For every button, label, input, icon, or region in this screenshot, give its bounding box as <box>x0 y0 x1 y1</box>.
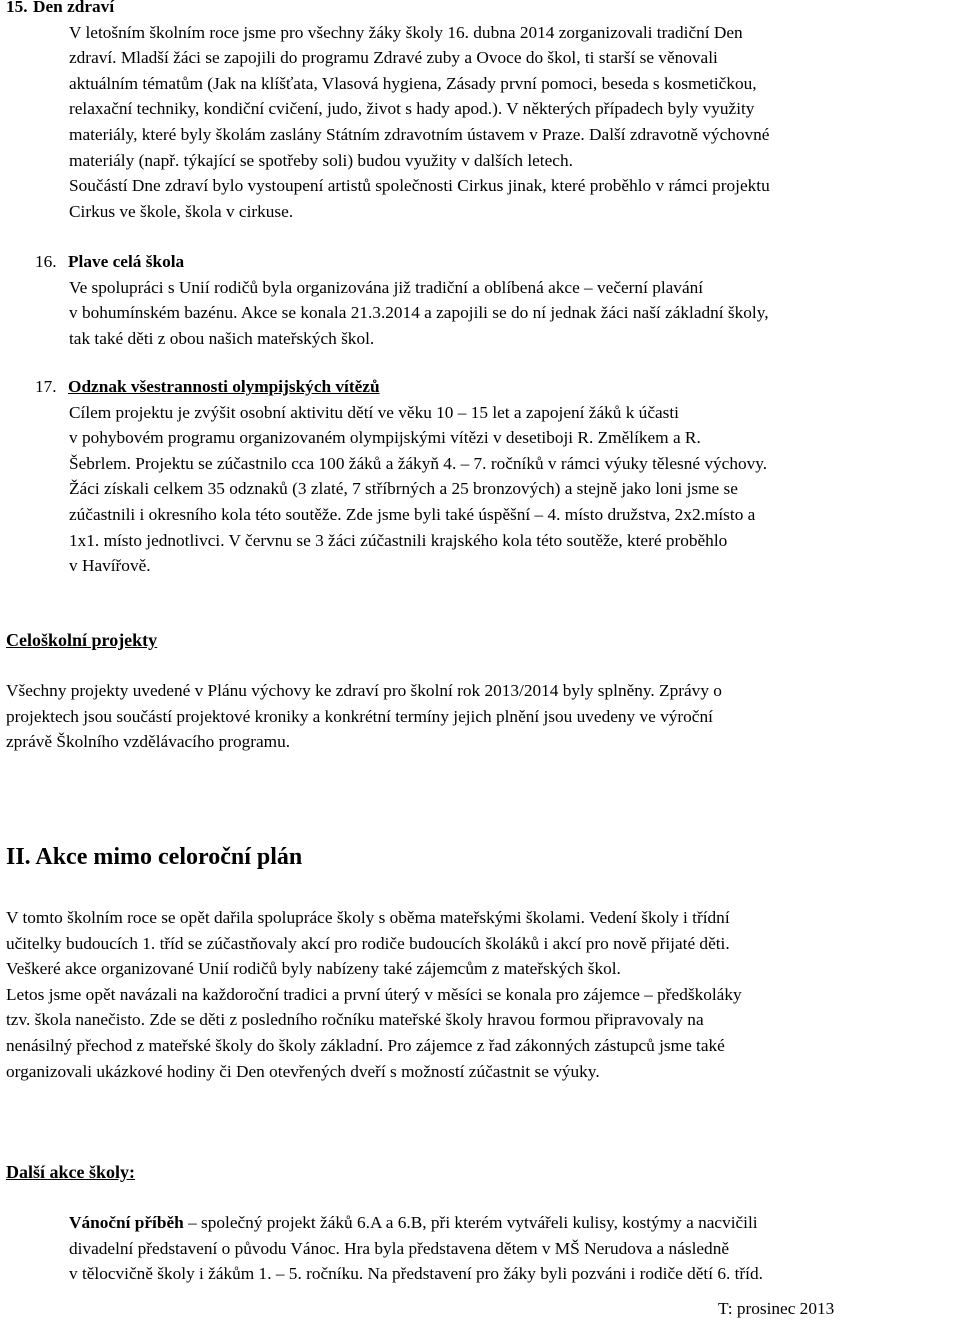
text-line: V tomto školním roce se opět dařila spolupráce školy s oběma mateřskými školami. Vedení školy i třídní <box>6 908 730 927</box>
text-line: v bohumínském bazénu. Akce se konala 21.3.2014 a zapojili se do ní jednak žáci naší základní školy, <box>69 303 769 323</box>
text-line: materiály (např. týkající se spotřeby soli) budou využity v dalších letech. <box>69 150 573 170</box>
text-line: Letos jsme opět navázali na každoroční tradici a první úterý v měsíci se konala pro zájemce – předškoláky <box>6 984 742 1004</box>
text-line: tak také děti z obou našich mateřských škol. <box>69 328 375 348</box>
item-title: Odznak všestrannosti olympijských vítězů <box>68 377 380 396</box>
text-line: tzv. škola nanečisto. Zde se děti z posledního ročníku mateřské školy hravou formou připravovaly na <box>6 1010 704 1030</box>
dalsi-event <box>69 1210 957 1287</box>
text-line: v Havířově. <box>69 556 151 576</box>
event-first-line <box>69 1210 957 1236</box>
section-heading: Další akce školy: <box>6 1162 136 1182</box>
text-line: v tělocvičně školy i žákům 1. – 5. ročníku. Na představení pro žáky byli pozváni i rodiče dětí 6. tříd. <box>69 1264 763 1284</box>
section-2-body <box>6 905 956 1084</box>
text-line: Součástí Dne zdraví bylo vystoupení artistů společnosti Cirkus jinak, které proběhlo v rámci projektu <box>69 176 770 196</box>
section-roman: II. <box>6 844 31 870</box>
item-number: 16. <box>35 252 57 271</box>
item-number: 15. <box>6 0 28 16</box>
dalsi-section <box>6 1160 956 1186</box>
text-line: projektech jsou součástí projektové kroniky a konkrétní termíny jejich plnění jsou uvedeny ve výroční <box>6 706 713 726</box>
text-line: Ve spolupráci s Unií rodičů byla organizována již tradiční a oblíbená akce – večerní plavání <box>69 277 704 297</box>
text-line: organizovali ukázkové hodiny či Den otevřených dveří s možností zúčastnit se výuky. <box>6 1061 600 1081</box>
text-line: Šebrlem. Projektu se zúčastnilo cca 100 žáků a žákyň 4. – 7. ročníků v rámci výuky tělesné výchovy. <box>69 453 768 473</box>
text-line: materiály, které byly školám zaslány Státním zdravotním ústavem v Praze. Další zdravotně výchovné <box>69 124 770 144</box>
event-first-rest: – společný projekt žáků 6.A a 6.B, při kterém vytvářeli kulisy, kostýmy a nacvičili <box>183 1213 758 1232</box>
item-17-header <box>35 374 960 400</box>
text-line: Veškeré akce organizované Unií rodičů byly nabízeny také zájemcům z mateřských škol. <box>6 959 621 979</box>
section-heading <box>6 842 956 872</box>
item-15-header <box>6 0 958 20</box>
item-title: Den zdraví <box>33 0 115 16</box>
item-17-body <box>35 400 960 579</box>
celoskolni-body <box>6 678 956 755</box>
item-number: 17. <box>35 377 57 396</box>
text-line: Cílem projektu je zvýšit osobní aktivitu dětí ve věku 10 – 15 let a zapojení žáků k účasti <box>69 402 679 422</box>
item-16-body <box>35 275 960 352</box>
section-heading: Celoškolní projekty <box>6 630 158 650</box>
text-line: učitelky budoucích 1. tříd se zúčastňovaly akcí pro rodiče budoucích školáků i akcí pro nově přijaté děti. <box>6 933 730 953</box>
item-17 <box>35 374 960 579</box>
text-line: Žáci získali celkem 35 odznaků (3 zlaté, 7 stříbrných a 25 bronzových) a stejně jako loni jsme se <box>69 479 738 499</box>
text-line: aktuálním tématům (Jak na klíšťata, Vlasová hygiena, Zásady první pomoci, beseda s kosmetičkou, <box>69 73 757 93</box>
text-line: zprávě Školního vzdělávacího programu. <box>6 732 291 752</box>
section-2-header <box>6 842 956 872</box>
text-line: divadelní představení o původu Vánoc. Hra byla představena dětem v MŠ Nerudova a následně <box>69 1238 730 1258</box>
item-title: Plave celá škola <box>68 252 185 271</box>
text-line: Cirkus ve škole, škola v cirkuse. <box>69 201 294 221</box>
item-16 <box>35 249 960 351</box>
item-15-body <box>6 20 958 225</box>
item-16-header <box>35 249 960 275</box>
section-title: Akce mimo celoroční plán <box>35 844 303 870</box>
text-line: v pohybovém programu organizovaném olympijskými vítězi v desetiboji R. Změlíkem a R. <box>69 428 701 448</box>
text-line: V letošním školním roce jsme pro všechny žáky školy 16. dubna 2014 zorganizovali tradiční Den <box>69 22 743 42</box>
item-15 <box>6 0 958 224</box>
event-term: T: prosinec 2013 <box>718 1299 835 1318</box>
event-title: Vánoční příběh <box>69 1213 184 1232</box>
text-line: Všechny projekty uvedené v Plánu výchovy ke zdraví pro školní rok 2013/2014 byly splněny. Zprávy o <box>6 681 722 700</box>
celoskolni-section <box>6 628 956 654</box>
text-line: relaxační techniky, kondiční cvičení, judo, život s hady apod.). V některých případech byly využity <box>69 99 755 119</box>
text-line: zdraví. Mladší žáci se zapojili do programu Zdravé zuby a Ovoce do škol, ti starší se věnovali <box>69 48 718 68</box>
text-line: nenásilný přechod z mateřské školy do školy základní. Pro zájemce z řad zákonných zástupců jsme také <box>6 1035 725 1055</box>
text-line: 1x1. místo jednotlivci. V červnu se 3 žáci zúčastnili krajského kola této soutěže, které proběhlo <box>69 530 728 550</box>
text-line: zúčastnili i okresního kola této soutěže. Zde jsme byli také úspěšní – 4. místo družstva, 2x2.místo a <box>69 504 756 524</box>
